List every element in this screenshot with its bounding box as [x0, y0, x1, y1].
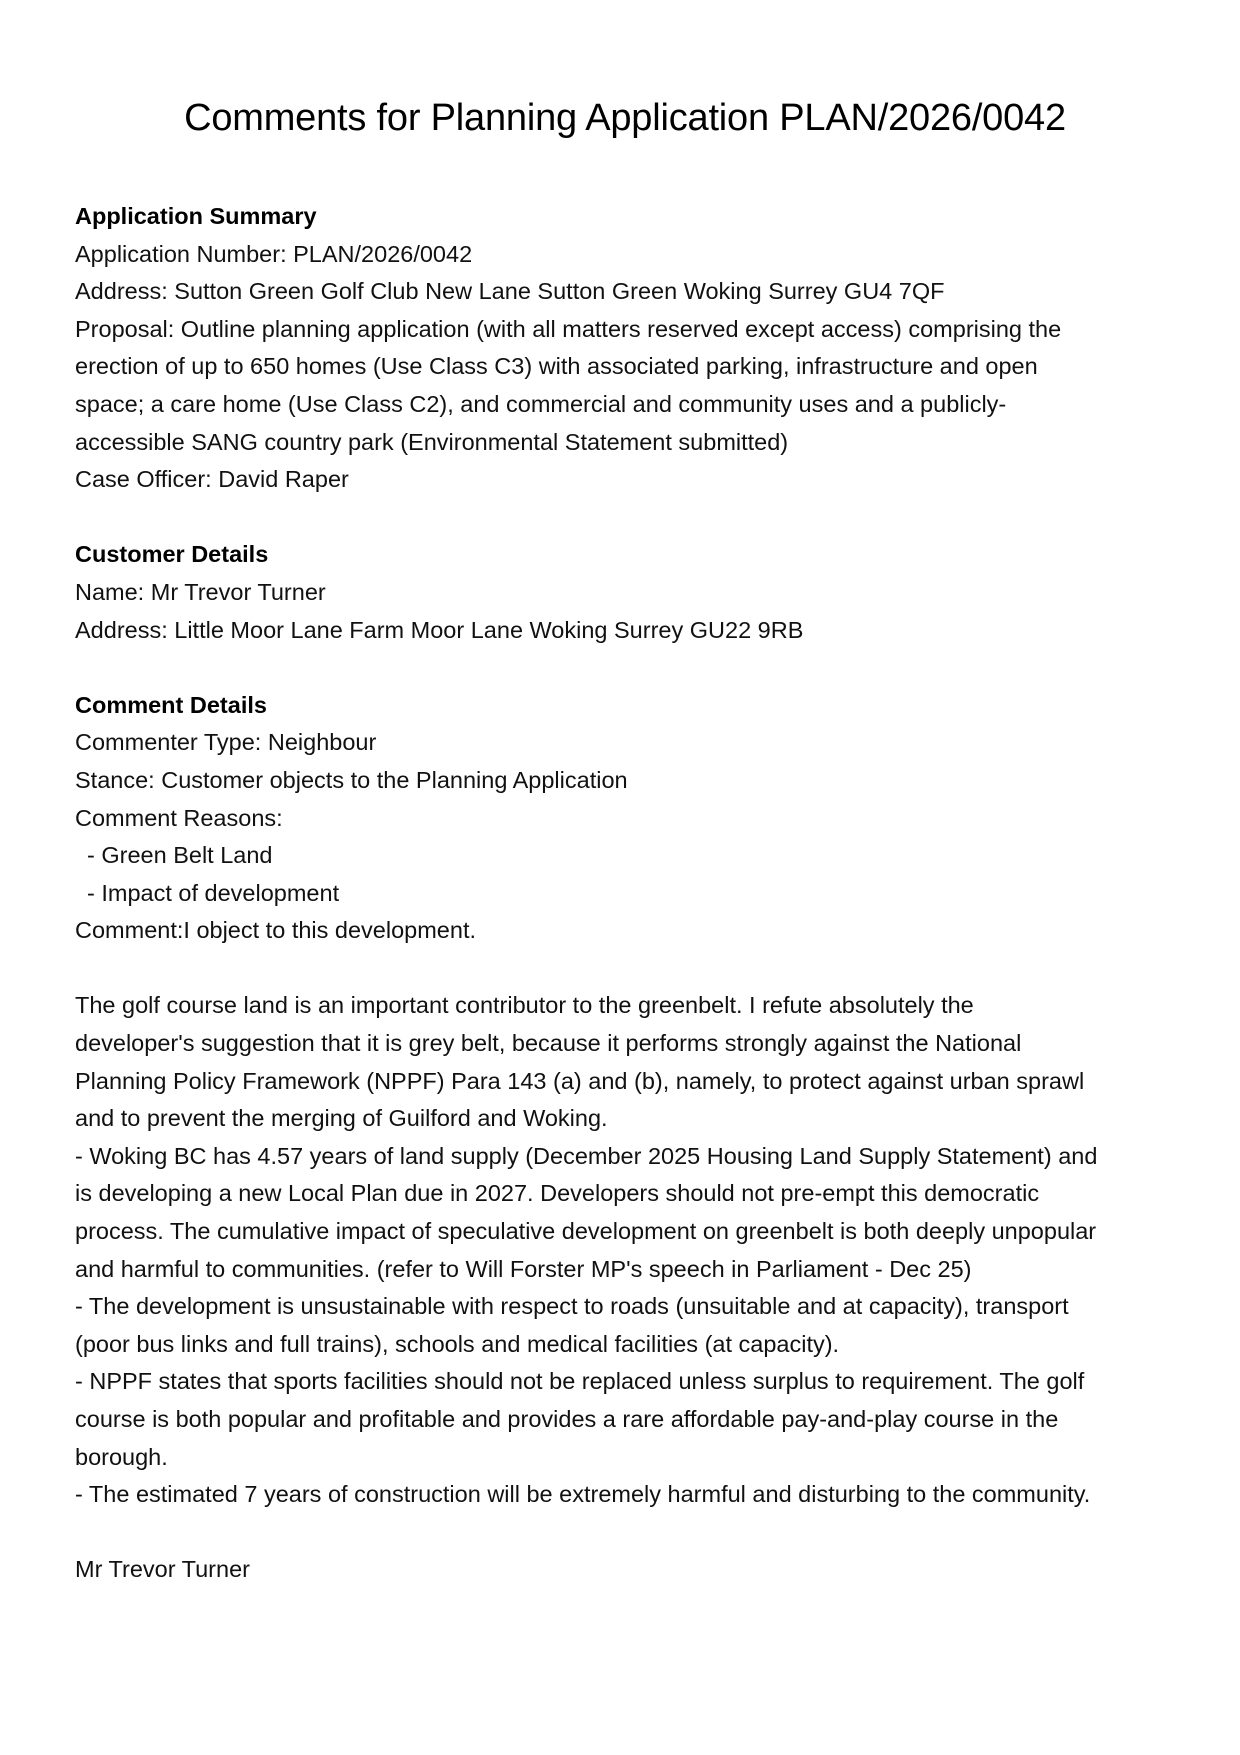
spacer	[75, 950, 1175, 988]
customer-details-section	[75, 536, 1175, 649]
comment-reason-item: - Green Belt Land	[87, 842, 273, 869]
proposal-line: erection of up to 650 homes (Use Class C3) with associated parking, infrastructure and open	[75, 353, 1038, 380]
customer-name: Name: Mr Trevor Turner	[75, 578, 326, 605]
comment-reasons-label: Comment Reasons:	[75, 804, 283, 831]
customer-details-heading: Customer Details	[75, 541, 269, 568]
application-number: Application Number: PLAN/2026/0042	[75, 240, 473, 267]
comment-line: Planning Policy Framework (NPPF) Para 143 (a) and (b), namely, to protect against urban sprawl	[75, 1067, 1085, 1094]
commenter-type: Commenter Type: Neighbour	[75, 729, 377, 756]
comment-line: - Woking BC has 4.57 years of land supply (December 2025 Housing Land Supply Statement) and	[75, 1142, 1098, 1169]
stance: Stance: Customer objects to the Planning Application	[75, 766, 628, 793]
comment-line: and to prevent the merging of Guilford and Woking.	[75, 1105, 608, 1132]
comment-line: and harmful to communities. (refer to Will Forster MP's speech in Parliament - Dec 25)	[75, 1255, 972, 1282]
comment-line: (poor bus links and full trains), schools and medical facilities (at capacity).	[75, 1330, 840, 1357]
comment-details-section	[75, 687, 1175, 1589]
application-summary-heading: Application Summary	[75, 203, 317, 229]
comment-intro: Comment:I object to this development.	[75, 917, 477, 944]
comment-line: - NPPF states that sports facilities should not be replaced unless surplus to requirement. The golf	[75, 1368, 1085, 1395]
comment-line: developer's suggestion that it is grey belt, because it performs strongly against the National	[75, 1030, 1022, 1057]
application-address: Address: Sutton Green Golf Club New Lane Sutton Green Woking Surrey GU4 7QF	[75, 278, 945, 305]
comment-line: is developing a new Local Plan due in 2027. Developers should not pre-empt this democratic	[75, 1180, 1040, 1207]
proposal-line: accessible SANG country park (Environmental Statement submitted)	[75, 428, 789, 455]
comment-line: - The development is unsustainable with respect to roads (unsuitable and at capacity), transport	[75, 1293, 1069, 1320]
comment-line: course is both popular and profitable and provides a rare affordable pay-and-play course in the	[75, 1406, 1059, 1432]
page-title: Comments for Planning Application PLAN/2026/0042	[184, 97, 1066, 139]
case-officer: Case Officer: David Raper	[75, 466, 349, 493]
spacer	[75, 499, 1175, 537]
proposal-line: space; a care home (Use Class C2), and commercial and community uses and a publicly-	[75, 390, 1007, 417]
comment-line: The golf course land is an important contributor to the greenbelt. I refute absolutely the	[75, 992, 974, 1019]
signature: Mr Trevor Turner	[75, 1556, 250, 1583]
proposal-line: Proposal: Outline planning application (with all matters reserved except access) comprising the	[75, 315, 1062, 342]
spacer	[75, 649, 1175, 687]
comment-line: borough.	[75, 1443, 168, 1470]
application-summary-section	[75, 198, 1175, 499]
document-body	[75, 198, 1175, 1589]
comment-body	[75, 987, 1175, 1513]
comment-line: process. The cumulative impact of speculative development on greenbelt is both deeply unpopular	[75, 1218, 1097, 1245]
comment-reason-item: - Impact of development	[87, 879, 340, 906]
spacer	[75, 1514, 1175, 1552]
comment-details-heading: Comment Details	[75, 691, 267, 718]
comment-line: - The estimated 7 years of construction will be extremely harmful and disturbing to the community.	[75, 1481, 1091, 1508]
customer-address: Address: Little Moor Lane Farm Moor Lane Woking Surrey GU22 9RB	[75, 616, 804, 643]
